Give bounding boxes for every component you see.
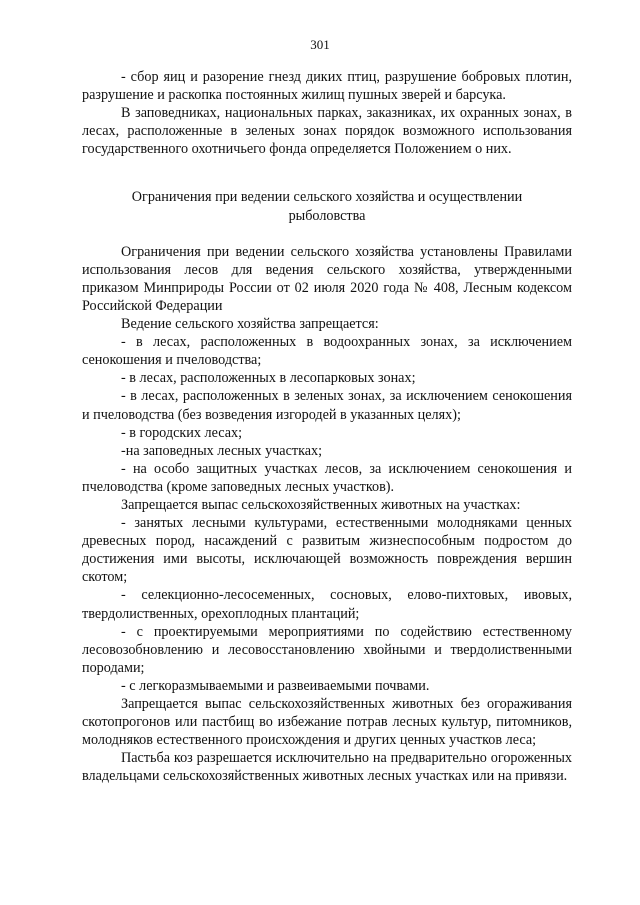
list-item: - в городских лесах;: [121, 424, 243, 441]
paragraph: Ограничения при ведении сельского хозяйства установлены Правилами использования лесов для ведения сельского хозяйства, утвержденными приказом Минприроды России от 02 июля 2020 года № 408, Лесным кодексом Российской Федерации: [82, 243, 572, 314]
paragraph: Запрещается выпас сельскохозяйственных животных на участках:: [121, 496, 521, 513]
section-heading: Ограничения при ведении сельского хозяйства и осуществлении рыболовства: [131, 189, 523, 224]
list-item: - селекционно-лесосеменных, сосновых, елово-пихтовых, ивовых, твердолиственных, орехоплодных плантаций;: [82, 587, 572, 622]
list-item: - в лесах, расположенных в водоохранных зонах, за исключением сенокошения и пчеловодства;: [82, 334, 572, 369]
list-item: - занятых лесными культурами, естественными молодняками ценных древесных пород, насаждений с развитым жизнеспособным подростом до достижения ими высоты, исключающей возможность повреждения вершин скотом;: [82, 515, 572, 586]
list-item: -на заповедных лесных участках;: [121, 442, 323, 459]
paragraph: Запрещается выпас сельскохозяйственных животных без огораживания скотопрогонов или пастбищ во избежание потрав лесных культур, питомников, молодняков естественного происхождения и других ценных участков леса;: [82, 696, 572, 749]
page-number: 301: [310, 37, 330, 52]
paragraph: - сбор яиц и разорение гнезд диких птиц, разрушение бобровых плотин, разрушение и раскопка постоянных жилищ пушных зверей и барсука.: [82, 69, 572, 104]
paragraph: Пастьба коз разрешается исключительно на предварительно огороженных владельцами сельскохозяйственных животных лесных участках или на привязи.: [82, 750, 572, 785]
list-item: - с легкоразмываемыми и развеиваемыми почвами.: [121, 677, 430, 694]
list-item: - в лесах, расположенных в лесопарковых зонах;: [121, 370, 416, 387]
paragraph: В заповедниках, национальных парках, заказниках, их охранных зонах, в лесах, расположенные в зеленых зонах порядок возможного использования государственного охотничьего фонда определяется Положением о них.: [82, 105, 572, 158]
paragraph: Ведение сельского хозяйства запрещается:: [121, 316, 379, 333]
list-item: - в лесах, расположенных в зеленых зонах, за исключением сенокошения и пчеловодства (без возведения изгородей в указанных целях);: [82, 388, 572, 423]
page-body: [82, 68, 572, 785]
list-item: - с проектируемыми мероприятиями по содействию естественному лесовозобновлению и лесовосстановлению хвойными и твердолиственными породами;: [82, 623, 572, 676]
list-item: - на особо защитных участках лесов, за исключением сенокошения и пчеловодства (кроме заповедных лесных участков).: [82, 460, 572, 495]
